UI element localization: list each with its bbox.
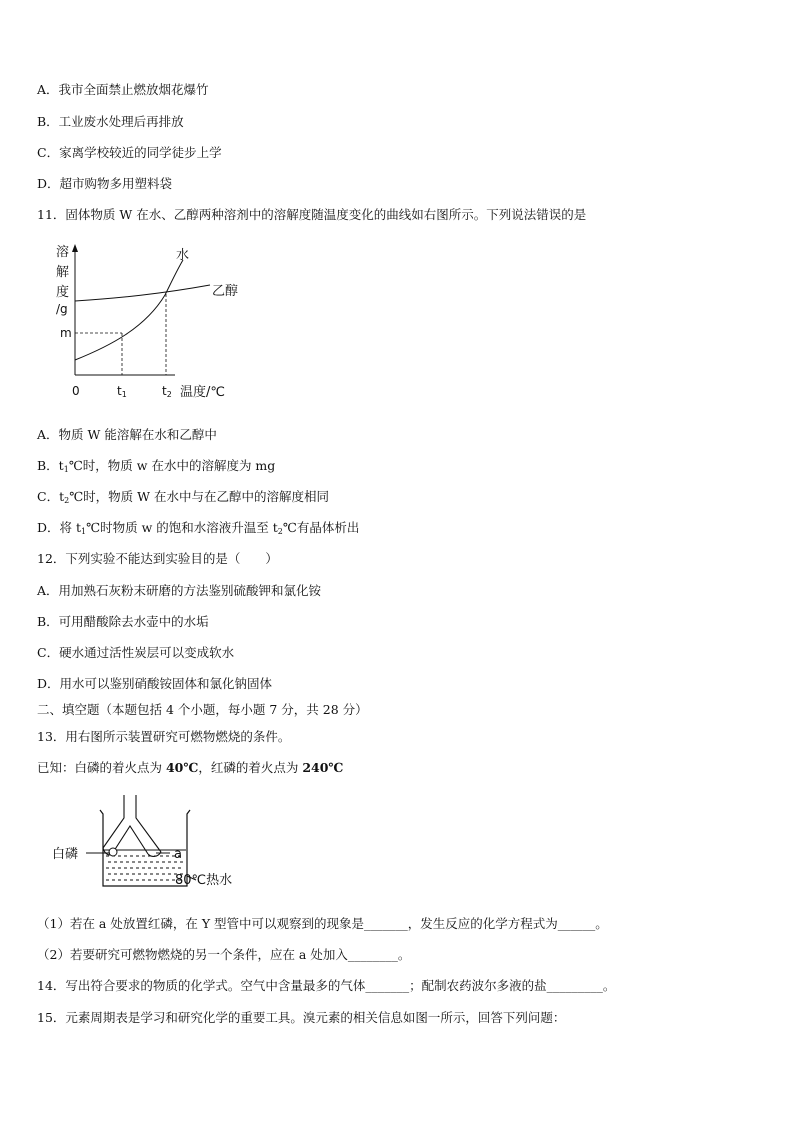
origin-label: 0 bbox=[72, 384, 80, 398]
hot-water bbox=[106, 856, 184, 880]
y-axis-label-4: /g bbox=[56, 302, 68, 316]
white-phosphorus bbox=[109, 848, 117, 856]
q15-stem: 15．元素周期表是学习和研究化学的重要工具。溴元素的相关信息如图一所示，回答下列问题： bbox=[37, 1010, 566, 1025]
q11-option-d: D．将 $t_1℃$时物质 w 的饱和水溶液升温至 $t_2℃$有晶体析出 bbox=[37, 520, 360, 536]
q14: 14．写出符合要求的物质的化学式。空气中含量最多的气体_______；配制农药波尔多液的盐_________。 bbox=[37, 978, 616, 993]
water-curve bbox=[75, 260, 183, 360]
x-axis-label: 温度/℃ bbox=[180, 385, 225, 400]
q12-option-b: B．可用醋酸除去水壶中的水垢 bbox=[37, 614, 209, 629]
q12-stem: 12．下列实验不能达到实验目的是（ ） bbox=[37, 551, 278, 566]
q10-option-a: A．我市全面禁止燃放烟花爆竹 bbox=[37, 82, 209, 97]
y-tube-right-outer bbox=[136, 795, 161, 852]
y-axis-arrow bbox=[72, 244, 78, 252]
section-heading-fill-in: 二、填空题（本题包括 4 个小题，每小题 7 分，共 28 分） bbox=[37, 702, 368, 717]
hot-water-label: 80℃热水 bbox=[175, 873, 233, 888]
q13-stem: 13．用右图所示装置研究可燃物燃烧的条件。 bbox=[37, 729, 291, 744]
y-axis-label-1: 溶 bbox=[56, 245, 70, 260]
y-tick-m: m bbox=[60, 326, 72, 340]
x-tick-t2: t2 bbox=[162, 384, 172, 399]
white-phosphorus-label: 白磷 bbox=[52, 847, 79, 862]
q12-option-a: A．用加熟石灰粉末研磨的方法鉴别硫酸钾和氯化铵 bbox=[37, 583, 322, 598]
q13-part-2: （2）若要研究可燃物燃烧的另一个条件，应在 a 处加入________。 bbox=[37, 947, 411, 962]
q11-option-a: A．物质 W 能溶解在水和乙醇中 bbox=[37, 427, 217, 442]
q13-part-1: （1）若在 a 处放置红磷，在 Y 型管中可以观察到的现象是_______，发生反应的化学方程式为______。 bbox=[37, 916, 608, 931]
q11-option-c: C．$t_2℃$时，物质 W 在水中与在乙醇中的溶解度相同 bbox=[37, 489, 329, 505]
x-tick-t1: t1 bbox=[117, 384, 127, 399]
water-curve-label: 水 bbox=[176, 248, 190, 263]
ethanol-curve bbox=[75, 285, 210, 301]
y-axis-label-2: 解 bbox=[56, 265, 70, 280]
ethanol-curve-label: 乙醇 bbox=[212, 284, 239, 299]
q10-option-d: D．超市购物多用塑料袋 bbox=[37, 176, 173, 191]
position-a-label: a bbox=[174, 847, 182, 862]
solubility-graph bbox=[50, 238, 250, 408]
q11-option-b: B．$t_1℃$时，物质 w 在水中的溶解度为 mg bbox=[37, 458, 276, 474]
q11-stem: 11．固体物质 W 在水、乙醇两种溶剂中的溶解度随温度变化的曲线如右图所示。下列说法错误的是 bbox=[37, 207, 587, 222]
q12-option-d: D．用水可以鉴别硝酸铵固体和氯化钠固体 bbox=[37, 676, 273, 691]
y-axis-label-3: 度 bbox=[56, 285, 70, 300]
combustion-apparatus bbox=[48, 792, 248, 892]
q12-option-c: C．硬水通过活性炭层可以变成软水 bbox=[37, 645, 235, 660]
q10-option-b: B．工业废水处理后再排放 bbox=[37, 114, 184, 129]
q10-option-c: C．家离学校较近的同学徒步上学 bbox=[37, 145, 222, 160]
q13-known: 已知：白磷的着火点为 40℃，红磷的着火点为 240℃ bbox=[37, 760, 344, 775]
